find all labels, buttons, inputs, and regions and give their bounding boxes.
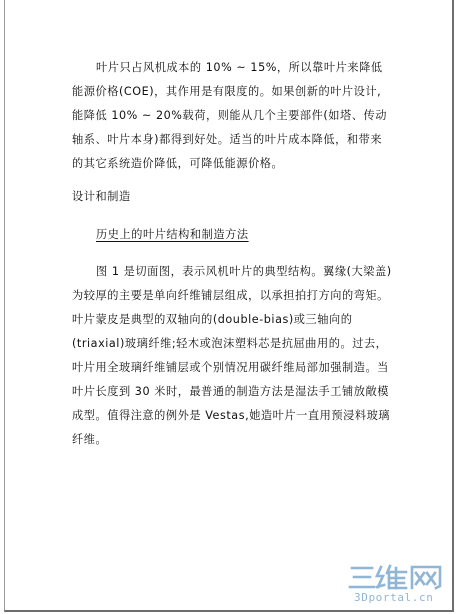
watermark-url: 3Dportal.cn	[354, 591, 434, 604]
watermark-logo-icon	[348, 564, 444, 590]
paragraph-blade-cost: 叶片只占风机成本的 10% ~ 15%，所以靠叶片来降低能源价格(COE)，其作用是有限度的。如果创新的叶片设计,能降低 10% ~ 20%载荷，则能从几个主要部件(如塔、传动轴系、叶片本身)都得到好处。适当的叶片成本降低，和带来的其它系统造价降低，可降低能源价格。	[72, 61, 387, 170]
section-heading-design-manufacture: 设计和制造	[72, 190, 131, 203]
paragraph-blade-structure: 图 1 是切面图，表示风机叶片的典型结构。翼缘(大梁盖)为较厚的主要是单向纤维铺层组成，以承担拍打方向的弯矩。叶片蒙皮是典型的双轴向的(double-bias)或三轴向的(triaxial)玻璃纤维;轻木或泡沫塑料芯是抗屈曲用的。过去，叶片用全玻璃纤维铺层或个别情况用碳纤维局部加强制造。当叶片长度到 30 米时，最普通的制造方法是湿法手工铺放敞模成型。值得注意的例外是 Vestas,她造叶片一直用预浸料玻璃纤维。	[72, 265, 392, 446]
watermark	[348, 564, 448, 608]
subheading-historical-structure: 历史上的叶片结构和制造方法	[96, 228, 249, 241]
